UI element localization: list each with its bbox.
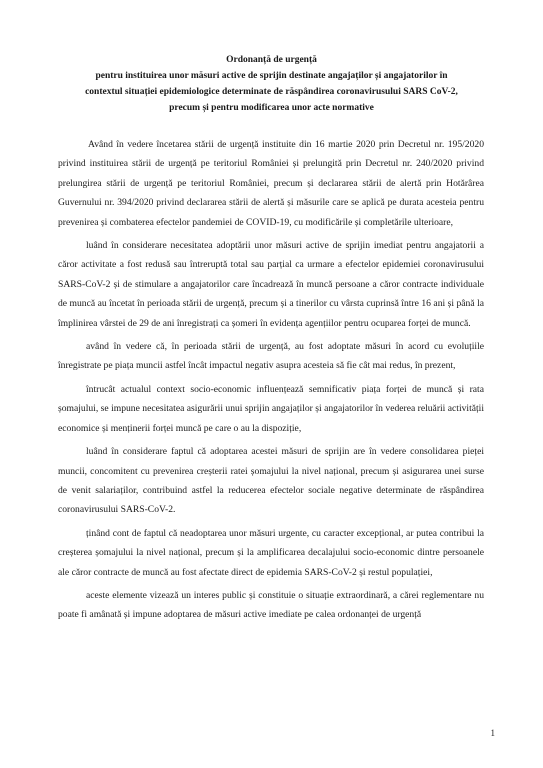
paragraph-consolidation: luând în considerare faptul că adoptarea acestei măsuri de sprijin are în vedere consolidarea pieței muncii, concomitent cu prevenirea creșterii ratei șomajului la nivel național, precum și asigurarea unei surse de venit salariaților, contribuind astfel la reducerea efectelor sociale negative determinate de răspândirea coronavirusului SARS-CoV-2. xyxy=(58,446,484,516)
title-line-2: pentru instituirea unor măsuri active de sprijin destinate angajaților și angajatorilor în xyxy=(95,71,448,81)
title-line-1: Ordonanță de urgență xyxy=(226,55,317,65)
paragraph-considering-measures: luând în considerare necesitatea adoptării unor măsuri active de sprijin imediat pentru angajatorii a căror activitate a fost redusă sau întreruptă total sau parțial ca urmare a efectelor epidemiei coronavirusului SARS-CoV-2 și de stimulare a angajatorilor care încadrează în muncă persoane a căror contracte individuale de muncă au încetat în perioada stării de urgență, precum și a tinerilor cu vârsta cuprinsă între 16 ani și până la împlinirea vârstei de 29 de ani înregistrați ca șomeri în evidența agențiilor pentru ocuparea forței de muncă. xyxy=(58,240,484,329)
paragraph-labor-market: având în vedere că, în perioada stării de urgență, au fost adoptate măsuri în acord cu evoluțiile înregistrate pe piața muncii astfel încât impactul negativ asupra acesteia să fie cât mai redus, în prezent, xyxy=(58,341,484,372)
document-body xyxy=(58,135,484,629)
paragraph-public-interest: aceste elemente vizează un interes public și constituie o situație extraordinară, a cărei reglementare nu poate fi amânată și impune adoptarea de măsuri active imediate pe calea ordonanței de urgență xyxy=(58,589,484,621)
title-line-3: contextul situației epidemiologice determinate de răspândirea coronavirusului SARS CoV-2, xyxy=(85,87,458,97)
paragraph-urgent-measures: ținând cont de faptul că neadoptarea unor măsuri urgente, cu caracter excepțional, ar putea contribui la creșterea șomajului la nivel național, precum și la amplificarea decalajului socio-economic dintre persoanele ale căror contracte de muncă au fost afectate direct de epidemia SARS-CoV-2 și restul populației, xyxy=(58,527,484,578)
paragraph-preamble: Având în vedere încetarea stării de urgență instituite din 16 martie 2020 prin Decretul nr. 195/2020 privind instituirea stării de urgență pe teritoriul României și prelungită prin Decretul nr. 240/2020 privind prelungirea stării de urgență pe teritoriul României, precum și declararea stării de alertă prin Hotărârea Guvernului nr. 394/2020 privind declararea stării de alertă și măsurile care se aplică pe durata acesteia pentru prevenirea și combaterea efectelor pandemiei de COVID-19, cu modificările și completările ulterioare, xyxy=(58,139,484,228)
page-number: 1 xyxy=(490,728,495,738)
paragraph-socio-economic: întrucât actualul context socio-economic influențează semnificativ piața forței de muncă și rata șomajului, se impune necesitatea asigurării unui sprijin angajaților și angajatorilor în vederea reluării activității economice și menținerii forței muncă pe care o au la dispoziție, xyxy=(58,383,484,434)
document-title xyxy=(60,52,483,116)
title-line-4: precum și pentru modificarea unor acte normative xyxy=(169,103,374,113)
